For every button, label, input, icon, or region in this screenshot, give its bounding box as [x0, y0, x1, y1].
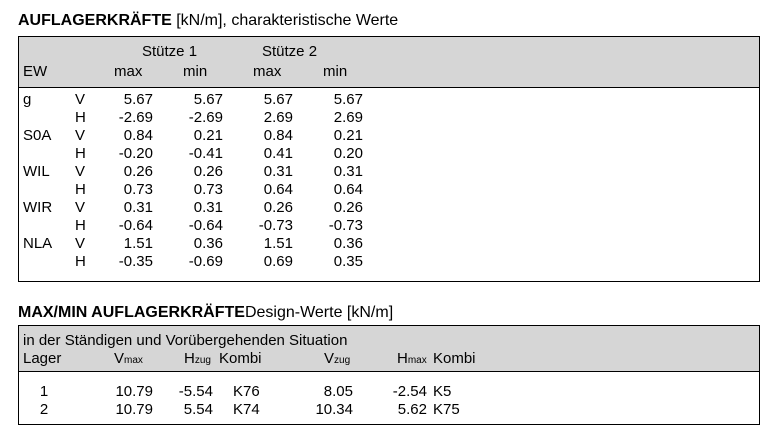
cell-s1max: -0.20 [118, 145, 153, 162]
cell-ew: WIL [23, 163, 50, 180]
cell-s1min: 5.67 [193, 91, 223, 108]
cell-comp: H [75, 217, 86, 234]
cell-s1max: -2.69 [118, 109, 153, 126]
header-lager: Lager [23, 350, 62, 367]
header-kombi1: Kombi [219, 350, 262, 367]
cell-s1min: 0.26 [193, 163, 223, 180]
cell-comp: V [75, 235, 86, 252]
cell-s2max: 2.69 [263, 109, 293, 126]
cell-s1min: 0.73 [193, 181, 223, 198]
cell-s1min: -2.69 [188, 109, 223, 126]
cell-s1max: 0.26 [123, 163, 153, 180]
header-s1-min: min [183, 63, 208, 80]
cell-s2max: -0.73 [258, 217, 293, 234]
cell-s2max: 0.84 [263, 127, 293, 144]
cell-s1max: -0.35 [118, 253, 153, 270]
cell-vzug: 8.05 [323, 383, 353, 400]
cell-s2min: 0.21 [333, 127, 363, 144]
cell-comp: V [75, 91, 86, 108]
cell-s2min: -0.73 [328, 217, 363, 234]
cell-s2min: 5.67 [333, 91, 363, 108]
cell-vmax: 10.79 [115, 401, 153, 418]
cell-s1max: 0.73 [123, 181, 153, 198]
cell-s2max: 0.41 [263, 145, 293, 162]
cell-s1min: -0.69 [188, 253, 223, 270]
table-header [19, 37, 759, 88]
header-stuetze1: Stütze 1 [142, 43, 198, 60]
cell-s2max: 0.26 [263, 199, 293, 216]
cell-ew: NLA [23, 235, 53, 252]
cell-hzug: -5.54 [178, 383, 213, 400]
header-ew: EW [23, 63, 48, 80]
cell-s1max: 5.67 [123, 91, 153, 108]
header-vmax: Vmax [114, 350, 143, 367]
cell-s1max: 0.31 [123, 199, 153, 216]
cell-comp: H [75, 253, 86, 270]
cell-s1min: -0.41 [188, 145, 223, 162]
cell-kombi1: K74 [233, 401, 260, 418]
cell-s2min: 0.31 [333, 163, 363, 180]
cell-kombi2: K75 [433, 401, 460, 418]
header-vzug: Vzug [324, 350, 351, 367]
cell-lager: 1 [39, 383, 49, 400]
header-kombi2: Kombi [433, 350, 476, 367]
cell-ew: WIR [23, 199, 53, 216]
cell-comp: H [75, 145, 86, 162]
header-s2-min: min [323, 63, 348, 80]
cell-s1min: 0.36 [193, 235, 223, 252]
cell-comp: V [75, 127, 86, 144]
cell-vzug: 10.34 [315, 401, 353, 418]
section2-title-rest: Design-Werte [kN/m] [244, 304, 394, 321]
cell-ew: S0A [23, 127, 52, 144]
cell-s1min: -0.64 [188, 217, 223, 234]
cell-s2min: 0.36 [333, 235, 363, 252]
cell-lager: 2 [39, 401, 49, 418]
cell-comp: H [75, 181, 86, 198]
cell-s2max: 0.69 [263, 253, 293, 270]
header-hmax: Hmax [397, 350, 427, 367]
cell-s2min: 0.35 [333, 253, 363, 270]
table-design-forces [18, 325, 760, 425]
cell-s1min: 0.31 [193, 199, 223, 216]
cell-s2max: 5.67 [263, 91, 293, 108]
cell-vmax: 10.79 [115, 383, 153, 400]
cell-ew: g [23, 91, 32, 108]
cell-s1max: 1.51 [123, 235, 153, 252]
cell-comp: V [75, 199, 86, 216]
section1-title-bold: AUFLAGERKRÄFTE [18, 12, 172, 29]
section1-title-rest: [kN/m], charakteristische Werte [171, 12, 399, 29]
cell-s2max: 0.64 [263, 181, 293, 198]
header-hzug: Hzug [184, 350, 211, 367]
cell-kombi1: K76 [233, 383, 260, 400]
cell-s2min: 0.20 [333, 145, 363, 162]
cell-s2min: 0.26 [333, 199, 363, 216]
cell-s2min: 0.64 [333, 181, 363, 198]
cell-s2max: 1.51 [263, 235, 293, 252]
table-support-forces [18, 36, 760, 282]
section2-title [18, 304, 393, 322]
cell-s1max: 0.84 [123, 127, 153, 144]
header-s2-max: max [253, 63, 282, 80]
cell-hmax: 5.62 [397, 401, 427, 418]
cell-s1max: -0.64 [118, 217, 153, 234]
cell-s2min: 2.69 [333, 109, 363, 126]
section1-title [18, 12, 398, 30]
header-stuetze2: Stütze 2 [262, 43, 318, 60]
section2-title-bold: MAX/MIN AUFLAGERKRÄFTE [18, 304, 245, 321]
cell-hmax: -2.54 [392, 383, 427, 400]
situation-label: in der Ständigen und Vorübergehenden Situation [23, 332, 348, 349]
cell-kombi2: K5 [433, 383, 452, 400]
header-s1-max: max [114, 63, 143, 80]
cell-comp: V [75, 163, 86, 180]
cell-hzug: 5.54 [183, 401, 213, 418]
cell-s1min: 0.21 [193, 127, 223, 144]
table-header-design [19, 326, 759, 372]
cell-comp: H [75, 109, 86, 126]
cell-s2max: 0.31 [263, 163, 293, 180]
